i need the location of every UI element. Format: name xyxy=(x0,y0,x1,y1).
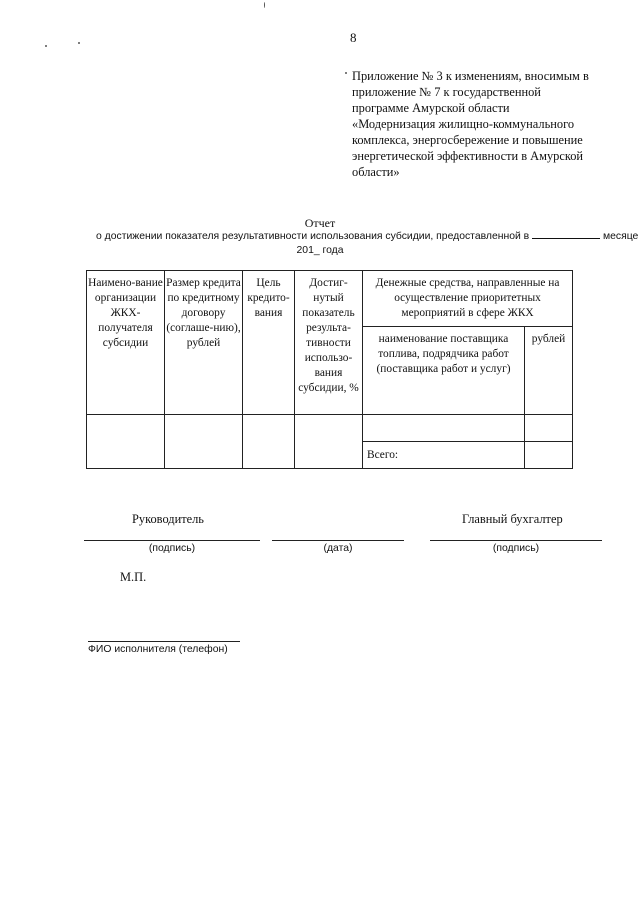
cell-total-rubles[interactable] xyxy=(525,442,573,469)
report-subtitle xyxy=(96,231,639,242)
month-blank-field[interactable] xyxy=(532,238,600,239)
subtitle-month-word: месяце xyxy=(602,231,639,242)
report-year-line: 201_ года xyxy=(296,245,344,256)
date-caption: (дата) xyxy=(323,543,353,554)
scan-speck xyxy=(264,2,265,8)
scan-speck xyxy=(345,72,347,74)
header-credit-goal: Цель кредито-вания xyxy=(243,271,295,415)
accountant-signature-caption: (подпись) xyxy=(492,543,540,554)
cell-credit-goal[interactable] xyxy=(243,415,295,469)
cell-indicator[interactable] xyxy=(295,415,363,469)
annex-line: программе Амурской области xyxy=(352,101,510,115)
cell-credit-size[interactable] xyxy=(165,415,243,469)
header-organization: Наимено-вание организации ЖКХ-получателя субсидии xyxy=(87,271,165,415)
executor-line[interactable] xyxy=(88,641,240,642)
accountant-signature-label: Главный бухгалтер xyxy=(462,512,563,526)
header-funds-group: Денежные средства, направленные на осуществление приоритетных мероприятий в сфере ЖКХ xyxy=(363,271,573,327)
report-title: Отчет xyxy=(304,216,336,230)
page-number: 8 xyxy=(350,30,357,45)
total-label: Всего: xyxy=(363,442,525,469)
header-indicator: Достиг-нутый показатель результа-тивности использо-вания субсидии, % xyxy=(295,271,363,415)
head-signature-caption: (подпись) xyxy=(148,543,196,554)
head-signature-line[interactable] xyxy=(84,540,260,541)
annex-line: приложение № 7 к государственной xyxy=(352,85,541,99)
date-line[interactable] xyxy=(272,540,404,541)
stamp-placeholder: М.П. xyxy=(120,570,147,584)
accountant-signature-line[interactable] xyxy=(430,540,602,541)
header-rubles: рублей xyxy=(525,327,573,415)
head-signature-label: Руководитель xyxy=(132,512,204,526)
cell-rubles[interactable] xyxy=(525,415,573,442)
header-supplier: наименование поставщика топлива, подрядчика работ (поставщика работ и услуг) xyxy=(363,327,525,415)
annex-line: «Модернизация жилищно-коммунального xyxy=(352,117,575,131)
annex-header xyxy=(352,68,614,180)
subtitle-text: о достижении показателя результативности использования субсидии, предоставленной в xyxy=(96,231,530,242)
annex-line: комплекса, энергосбережение и повышение xyxy=(352,133,583,147)
scan-speck xyxy=(78,42,80,44)
annex-line: области» xyxy=(352,165,400,179)
header-credit-size: Размер кредита по кредитному договору (соглаше-нию), рублей xyxy=(165,271,243,415)
executor-caption: ФИО исполнителя (телефон) xyxy=(88,644,228,655)
cell-organization[interactable] xyxy=(87,415,165,469)
report-table xyxy=(86,270,573,469)
scan-speck xyxy=(45,45,47,47)
annex-line: Приложение № 3 к изменениям, вносимым в xyxy=(352,69,589,83)
annex-line: энергетической эффективности в Амурской xyxy=(352,149,584,163)
cell-supplier[interactable] xyxy=(363,415,525,442)
